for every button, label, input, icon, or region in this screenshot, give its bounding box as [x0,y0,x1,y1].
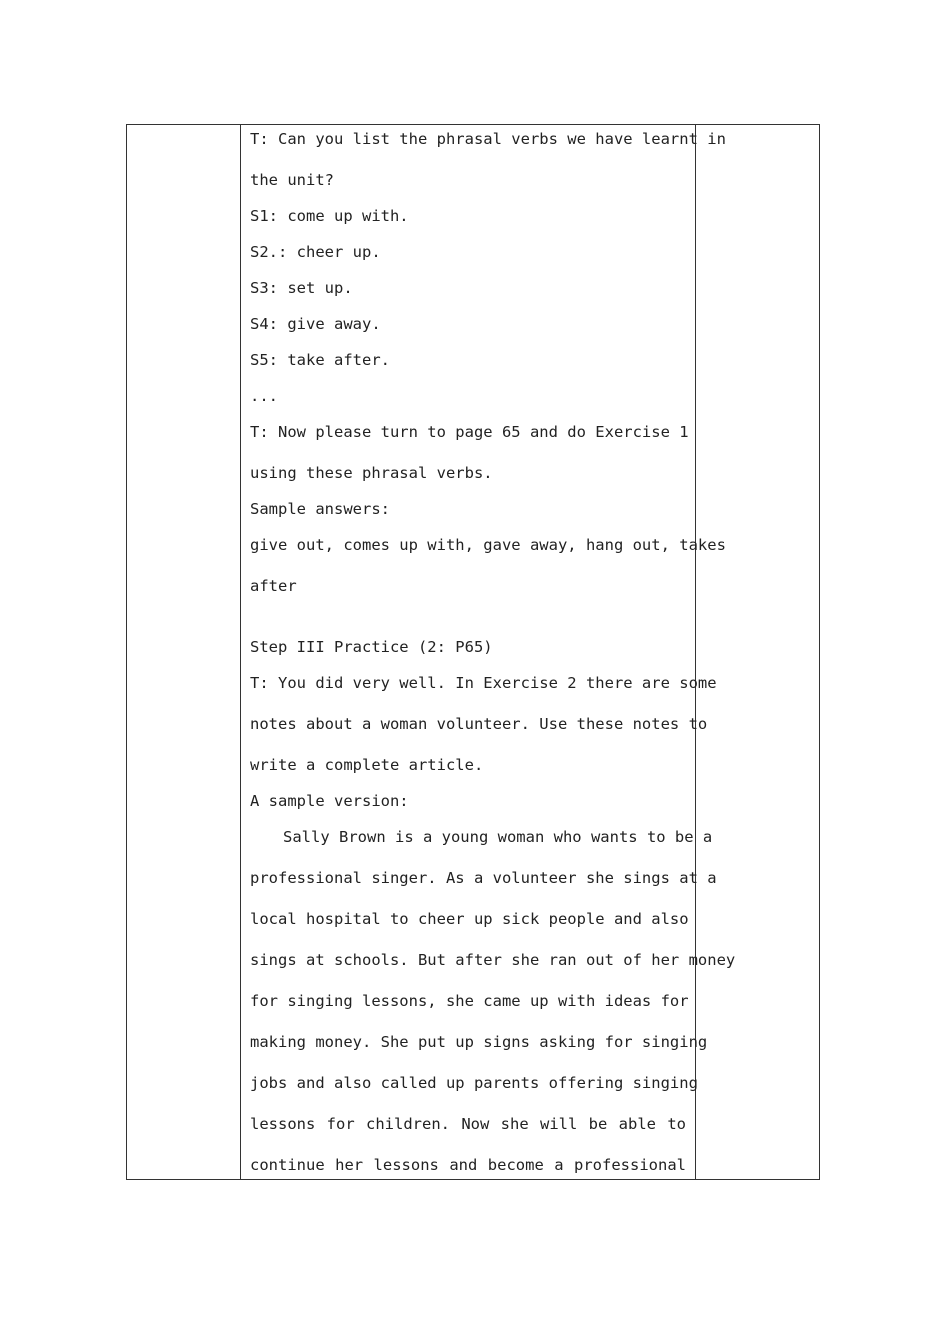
sample-paragraph-line: continue her lessons and become a professional [250,1156,686,1174]
right-column-cell [696,125,820,1180]
text-line: S4: give away. [250,315,381,333]
text-line: S5: take after. [250,351,390,369]
lesson-content-cell [241,125,736,1180]
sample-paragraph-line: lessons for children. Now she will be able to [250,1115,686,1133]
text-line: A sample version: [250,792,409,810]
left-column-cell [127,125,241,1180]
text-line: notes about a woman volunteer. Use these notes to [250,715,708,733]
text-line: Sample answers: [250,500,390,518]
sample-paragraph-line: jobs and also called up parents offering singing [250,1074,698,1092]
sample-paragraph-line: local hospital to cheer up sick people and also [250,910,689,928]
text-line: after [250,577,297,595]
lesson-content [241,125,736,1179]
text-line: the unit? [250,171,334,189]
text-line: T: Now please turn to page 65 and do Exercise 1 [250,423,689,441]
lesson-table [126,124,820,1180]
table-row [127,125,820,1180]
text-line: write a complete article. [250,756,484,774]
text-line: T: You did very well. In Exercise 2 there are some [250,674,717,692]
step-heading: Step III Practice (2: P65) [250,638,493,656]
text-line: S3: set up. [250,279,353,297]
sample-paragraph-line: sings at schools. But after she ran out of her money [250,951,736,969]
sample-paragraph-line: professional singer. As a volunteer she sings at a [250,869,717,887]
sample-paragraph-line: Sally Brown is a young woman who wants to be a [283,828,713,846]
text-line: T: Can you list the phrasal verbs we have learnt in [250,130,726,148]
text-line: S2.: cheer up. [250,243,381,261]
text-line: ... [250,387,278,405]
text-line: using these phrasal verbs. [250,464,493,482]
sample-paragraph-line: for singing lessons, she came up with ideas for [250,992,689,1010]
sample-paragraph-line: making money. She put up signs asking for singing [250,1033,708,1051]
text-line: S1: come up with. [250,207,409,225]
text-line: give out, comes up with, gave away, hang out, takes [250,536,726,554]
